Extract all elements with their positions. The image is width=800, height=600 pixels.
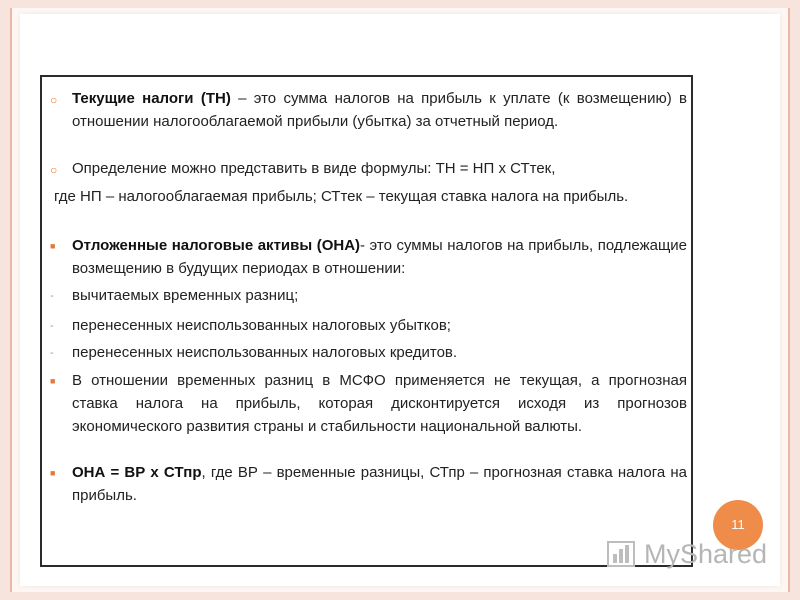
definition-deferred-assets: - это суммы налогов на прибыль, подлежащие возмещению в будущих периодах в отношении: <box>72 237 688 277</box>
chart-icon <box>606 540 636 568</box>
ring-bullet-icon: ○ <box>50 163 58 177</box>
square-bullet-icon: ■ <box>50 376 56 386</box>
list-item-text: вычитаемых временных разниц; <box>72 287 299 304</box>
paragraph-deferred-assets <box>72 234 687 280</box>
list-item-text: перенесенных неиспользованных налоговых кредитов. <box>72 344 458 361</box>
term-ona-formula: ОНА = ВР х СТпр <box>72 464 202 481</box>
list-item <box>72 314 687 337</box>
list-item <box>72 284 687 307</box>
paragraph-current-taxes <box>72 87 687 133</box>
list-item <box>72 341 687 364</box>
watermark <box>606 534 766 574</box>
content-box <box>40 75 693 567</box>
dash-bullet-icon: - <box>50 320 54 332</box>
where-text: где НП – налогооблагаемая прибыль; СТтек – текущая ставка налога на прибыль. <box>54 188 629 205</box>
term-deferred-assets: Отложенные налоговые активы (ОНА) <box>72 237 361 254</box>
ifrs-rate-text: В отношении временных разниц в МСФО применяется не текущая, а прогнозная ставка налога на прибыль, которая дисконтируется исходя из прогнозов экономического развития страны и стабильности национальной валюты. <box>72 372 687 435</box>
term-current-taxes: Текущие налоги (ТН) <box>72 90 231 107</box>
paragraph-where <box>54 185 687 208</box>
paragraph-formula <box>72 157 687 180</box>
paragraph-ifrs-rate <box>72 369 687 438</box>
dash-bullet-icon: - <box>50 347 54 359</box>
formula-text: Определение можно представить в виде формулы: ТН = НП х СТтек, <box>72 160 556 177</box>
page-number-badge: 11 <box>713 500 763 550</box>
definition-current-taxes: – это сумма налогов на прибыль к уплате (к возмещению) в отношении налогооблагаемой прибыли (убытка) за отчетный период. <box>72 90 687 130</box>
square-bullet-icon: ■ <box>50 241 56 251</box>
ring-bullet-icon: ○ <box>50 93 58 107</box>
list-item-text: перенесенных неиспользованных налоговых убытков; <box>72 317 451 334</box>
square-bullet-icon: ■ <box>50 468 56 478</box>
paragraph-ona-formula <box>72 461 687 507</box>
dash-bullet-icon: - <box>50 290 54 302</box>
ona-formula-explanation: , где ВР – временные разницы, СТпр – прогнозная ставка налога на прибыль. <box>72 464 687 504</box>
watermark-text: MyShared <box>644 539 768 569</box>
